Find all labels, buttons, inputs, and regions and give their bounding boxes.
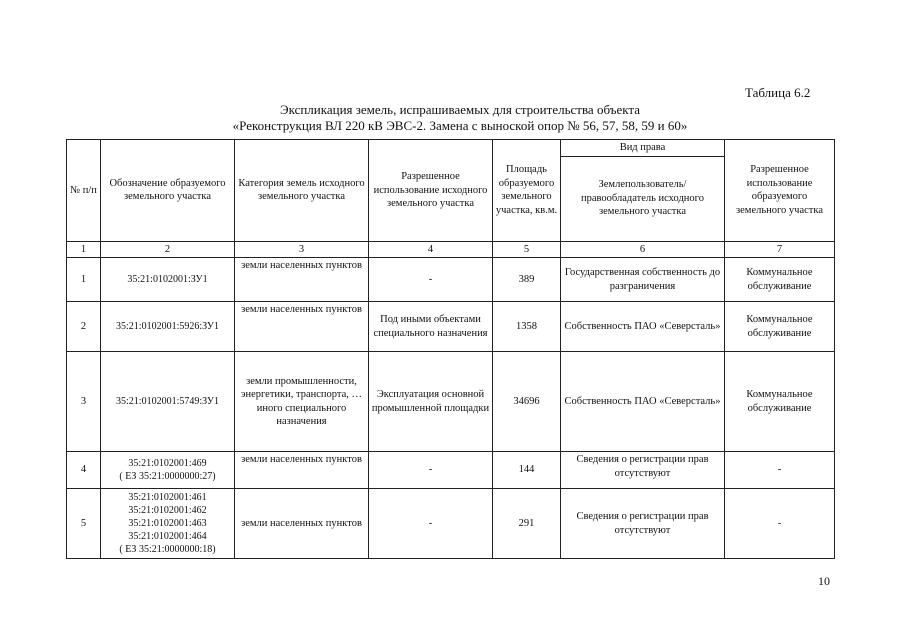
col-header-category: Категория земель исходного земельного участка [235, 140, 369, 242]
col-header-designation: Обозначение образуемого земельного участка [101, 140, 235, 242]
row-area: 34696 [493, 352, 561, 452]
col-header-permitted-source: Разрешенное использование исходного земельного участка [369, 140, 493, 242]
col-header-permitted-new: Разрешенное использование образуемого земельного участка [725, 140, 835, 242]
table-row [67, 489, 835, 559]
row-permitted-source: Эксплуатация основной промышленной площадки [369, 352, 493, 452]
row-area: 389 [493, 258, 561, 302]
row-rights-holder: Государственная собственность до разграничения [561, 258, 725, 302]
table-row [67, 452, 835, 489]
table-label: Таблица 6.2 [745, 85, 811, 100]
row-category: земли населенных пунктов [235, 302, 369, 352]
designation-line: ( ЕЗ 35:21:0000000:18) [119, 544, 216, 556]
row-rights-holder: Сведения о регистрации прав отсутствуют [561, 489, 725, 559]
row-num: 2 [67, 302, 101, 352]
row-category: земли населенных пунктов [235, 489, 369, 559]
row-permitted-source: - [369, 489, 493, 559]
col-header-rights-holder: Землепользователь/ правообладатель исходного земельного участка [561, 156, 725, 241]
row-permitted-source: - [369, 452, 493, 489]
row-permitted-source: - [369, 258, 493, 302]
row-num: 4 [67, 452, 101, 489]
designation-line: 35:21:0102001:463 [128, 518, 207, 530]
row-category: земли населенных пунктов [235, 258, 369, 302]
row-permitted-source: Под иными объектами специального назначения [369, 302, 493, 352]
col-number: 4 [369, 241, 493, 258]
col-header-num: № п/п [67, 140, 101, 242]
table-row [67, 258, 835, 302]
col-number: 3 [235, 241, 369, 258]
row-category: земли промышленности, энергетики, транспорта, … иного специального назначения [235, 352, 369, 452]
row-num: 1 [67, 258, 101, 302]
row-permitted-new: Коммунальное обслуживание [725, 302, 835, 352]
row-permitted-new: - [725, 489, 835, 559]
row-permitted-new: Коммунальное обслуживание [725, 258, 835, 302]
row-designation [101, 489, 235, 559]
designation-line: ( ЕЗ 35:21:0000000:27) [119, 471, 216, 483]
table-row [67, 352, 835, 452]
row-permitted-new: - [725, 452, 835, 489]
row-area: 291 [493, 489, 561, 559]
designation-line: 35:21:0102001:464 [128, 531, 207, 543]
explication-table [66, 139, 835, 559]
row-rights-holder: Сведения о регистрации прав отсутствуют [561, 452, 725, 489]
row-rights-holder: Собственность ПАО «Северсталь» [561, 352, 725, 452]
table-row [67, 302, 835, 352]
table-subtitle: «Реконструкция ВЛ 220 кВ ЭВС-2. Замена с выноской опор № 56, 57, 58, 59 и 60» [232, 118, 688, 133]
row-permitted-new: Коммунальное обслуживание [725, 352, 835, 452]
row-category: земли населенных пунктов [235, 452, 369, 489]
column-number-row [67, 241, 835, 258]
col-number: 1 [67, 241, 101, 258]
col-header-area: Площадь образуемого земельного участка, кв.м. [493, 140, 561, 242]
designation-line: 35:21:0102001:462 [128, 505, 207, 517]
table-title: Экспликация земель, испрашиваемых для строительства объекта [280, 102, 640, 117]
designation-line: 35:21:0102001:469 [128, 458, 207, 470]
col-number: 6 [561, 241, 725, 258]
row-designation [101, 452, 235, 489]
designation-line: 35:21:0102001:461 [128, 492, 207, 504]
row-designation: 35:21:0102001:5926:ЗУ1 [101, 302, 235, 352]
col-number: 5 [493, 241, 561, 258]
row-num: 3 [67, 352, 101, 452]
row-designation: 35:21:0102001:5749:ЗУ1 [101, 352, 235, 452]
row-area: 144 [493, 452, 561, 489]
page-number: 10 [818, 574, 830, 588]
col-number: 2 [101, 241, 235, 258]
row-designation: 35:21:0102001:ЗУ1 [101, 258, 235, 302]
row-num: 5 [67, 489, 101, 559]
col-number: 7 [725, 241, 835, 258]
col-header-rights-group: Вид права [561, 140, 725, 157]
row-area: 1358 [493, 302, 561, 352]
row-rights-holder: Собственность ПАО «Северсталь» [561, 302, 725, 352]
